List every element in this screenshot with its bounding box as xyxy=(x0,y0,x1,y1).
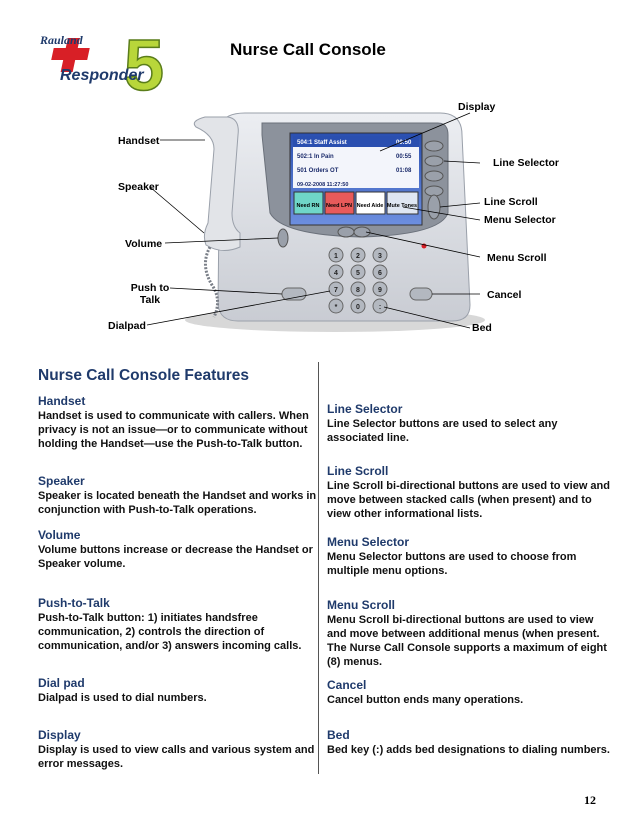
feature-body: Menu Selector buttons are used to choose from multiple menu options. xyxy=(327,551,577,577)
key-9: 9 xyxy=(378,287,382,294)
key-0: 0 xyxy=(356,304,360,311)
features-title: Nurse Call Console Features xyxy=(38,367,250,384)
feature-push-to-talk xyxy=(38,596,323,653)
feature-heading: Cancel xyxy=(327,678,367,692)
softkey-need-lpn: Need LPN xyxy=(326,203,352,209)
page-title: Nurse Call Console xyxy=(230,40,386,59)
feature-line-selector xyxy=(327,402,612,445)
logo-version: 5 xyxy=(124,28,165,96)
callout-cancel: Cancel xyxy=(487,289,522,301)
key-7: 7 xyxy=(334,287,338,294)
screen-datetime: 09-02-2008 11:27:50 xyxy=(297,182,349,188)
feature-cancel xyxy=(327,678,612,707)
responder-5-logo xyxy=(36,28,170,96)
key-1: 1 xyxy=(334,253,338,260)
feature-volume xyxy=(38,528,323,571)
feature-body: Speaker is located beneath the Handset and works in conjunction with Push-to-Talk operations. xyxy=(38,490,317,516)
feature-line-scroll xyxy=(327,464,612,521)
key-8: 8 xyxy=(356,287,360,294)
callout-volume: Volume xyxy=(125,238,163,250)
callout-display: Display xyxy=(458,101,496,113)
feature-body: Menu Scroll bi-directional buttons are used to view and move between additional menus (when present. The Nurse Call Console supports a maximum of eight (8) menus. xyxy=(327,614,607,668)
screen-row-1-label: 504:1 Staff Assist xyxy=(297,140,347,146)
feature-body: Bed key (:) adds bed designations to dialing numbers. xyxy=(327,744,610,756)
feature-heading: Line Selector xyxy=(327,402,403,416)
key-6: 6 xyxy=(378,270,382,277)
screen-row-3-time: 01:08 xyxy=(396,168,412,174)
screen-row-1-time: 00:50 xyxy=(396,140,412,146)
softkey-need-rn: Need RN xyxy=(296,203,320,209)
screen-row-3-label: 501 Orders OT xyxy=(297,168,339,174)
key-3: 3 xyxy=(378,253,382,260)
callout-handset: Handset xyxy=(118,135,160,147)
feature-menu-selector xyxy=(327,535,612,578)
feature-heading: Menu Scroll xyxy=(327,598,396,612)
screen-row-2-label: 502:1 In Pain xyxy=(297,154,334,160)
callout-menu-selector: Menu Selector xyxy=(484,214,556,226)
feature-menu-scroll xyxy=(327,598,612,669)
key-5: 5 xyxy=(356,270,360,277)
feature-heading: Display xyxy=(38,728,81,742)
screen-row-2-time: 00:55 xyxy=(396,154,412,160)
feature-handset xyxy=(38,394,323,451)
key-star: * xyxy=(334,304,338,311)
logo-product: Responder xyxy=(60,67,144,84)
feature-heading: Line Scroll xyxy=(327,464,389,478)
callout-line-scroll: Line Scroll xyxy=(484,196,538,208)
feature-heading: Bed xyxy=(327,728,350,742)
feature-bed xyxy=(327,728,612,757)
softkey-mute-tones: Mute Tones xyxy=(386,203,418,209)
callout-speaker: Speaker xyxy=(118,181,159,193)
feature-body: Dialpad is used to dial numbers. xyxy=(38,692,207,704)
key-2: 2 xyxy=(356,253,360,260)
key-4: 4 xyxy=(334,270,338,277)
feature-heading: Menu Selector xyxy=(327,535,410,549)
feature-body: Line Scroll bi-directional buttons are used to view and move between stacked calls (when present) and to view other informational lists. xyxy=(327,480,610,520)
feature-body: Volume buttons increase or decrease the Handset or Speaker volume. xyxy=(38,544,313,570)
callout-dialpad: Dialpad xyxy=(108,320,146,332)
console-diagram xyxy=(0,95,638,350)
feature-body: Handset is used to communicate with callers. When privacy is not an issue—or to communicate without holding the Handset—use the Push-to-Talk button. xyxy=(38,410,309,450)
callout-bed: Bed xyxy=(472,322,492,334)
feature-heading: Speaker xyxy=(38,474,85,488)
feature-heading: Volume xyxy=(38,528,81,542)
feature-display xyxy=(38,728,323,771)
callout-menu-scroll: Menu Scroll xyxy=(487,252,547,264)
feature-body: Line Selector buttons are used to select any associated line. xyxy=(327,418,558,444)
callout-push-to-talk: Push to Talk xyxy=(130,282,170,306)
feature-heading: Handset xyxy=(38,394,86,408)
feature-body: Cancel button ends many operations. xyxy=(327,694,524,706)
page-number: 12 xyxy=(584,793,596,807)
feature-heading: Dial pad xyxy=(38,676,85,690)
feature-speaker xyxy=(38,474,323,517)
feature-dial-pad xyxy=(38,676,323,705)
softkey-need-aide: Need Aide xyxy=(356,203,384,209)
callout-line-selector: Line Selector xyxy=(493,157,559,169)
feature-heading: Push-to-Talk xyxy=(38,596,110,610)
feature-body: Push-to-Talk button: 1) initiates handsfree communication, 2) controls the direction of communication, and/or 3) answers incoming calls. xyxy=(38,612,302,652)
key-bed: : xyxy=(378,304,382,311)
logo-brand: Rauland xyxy=(40,33,83,47)
feature-body: Display is used to view calls and various system and error messages. xyxy=(38,744,315,770)
